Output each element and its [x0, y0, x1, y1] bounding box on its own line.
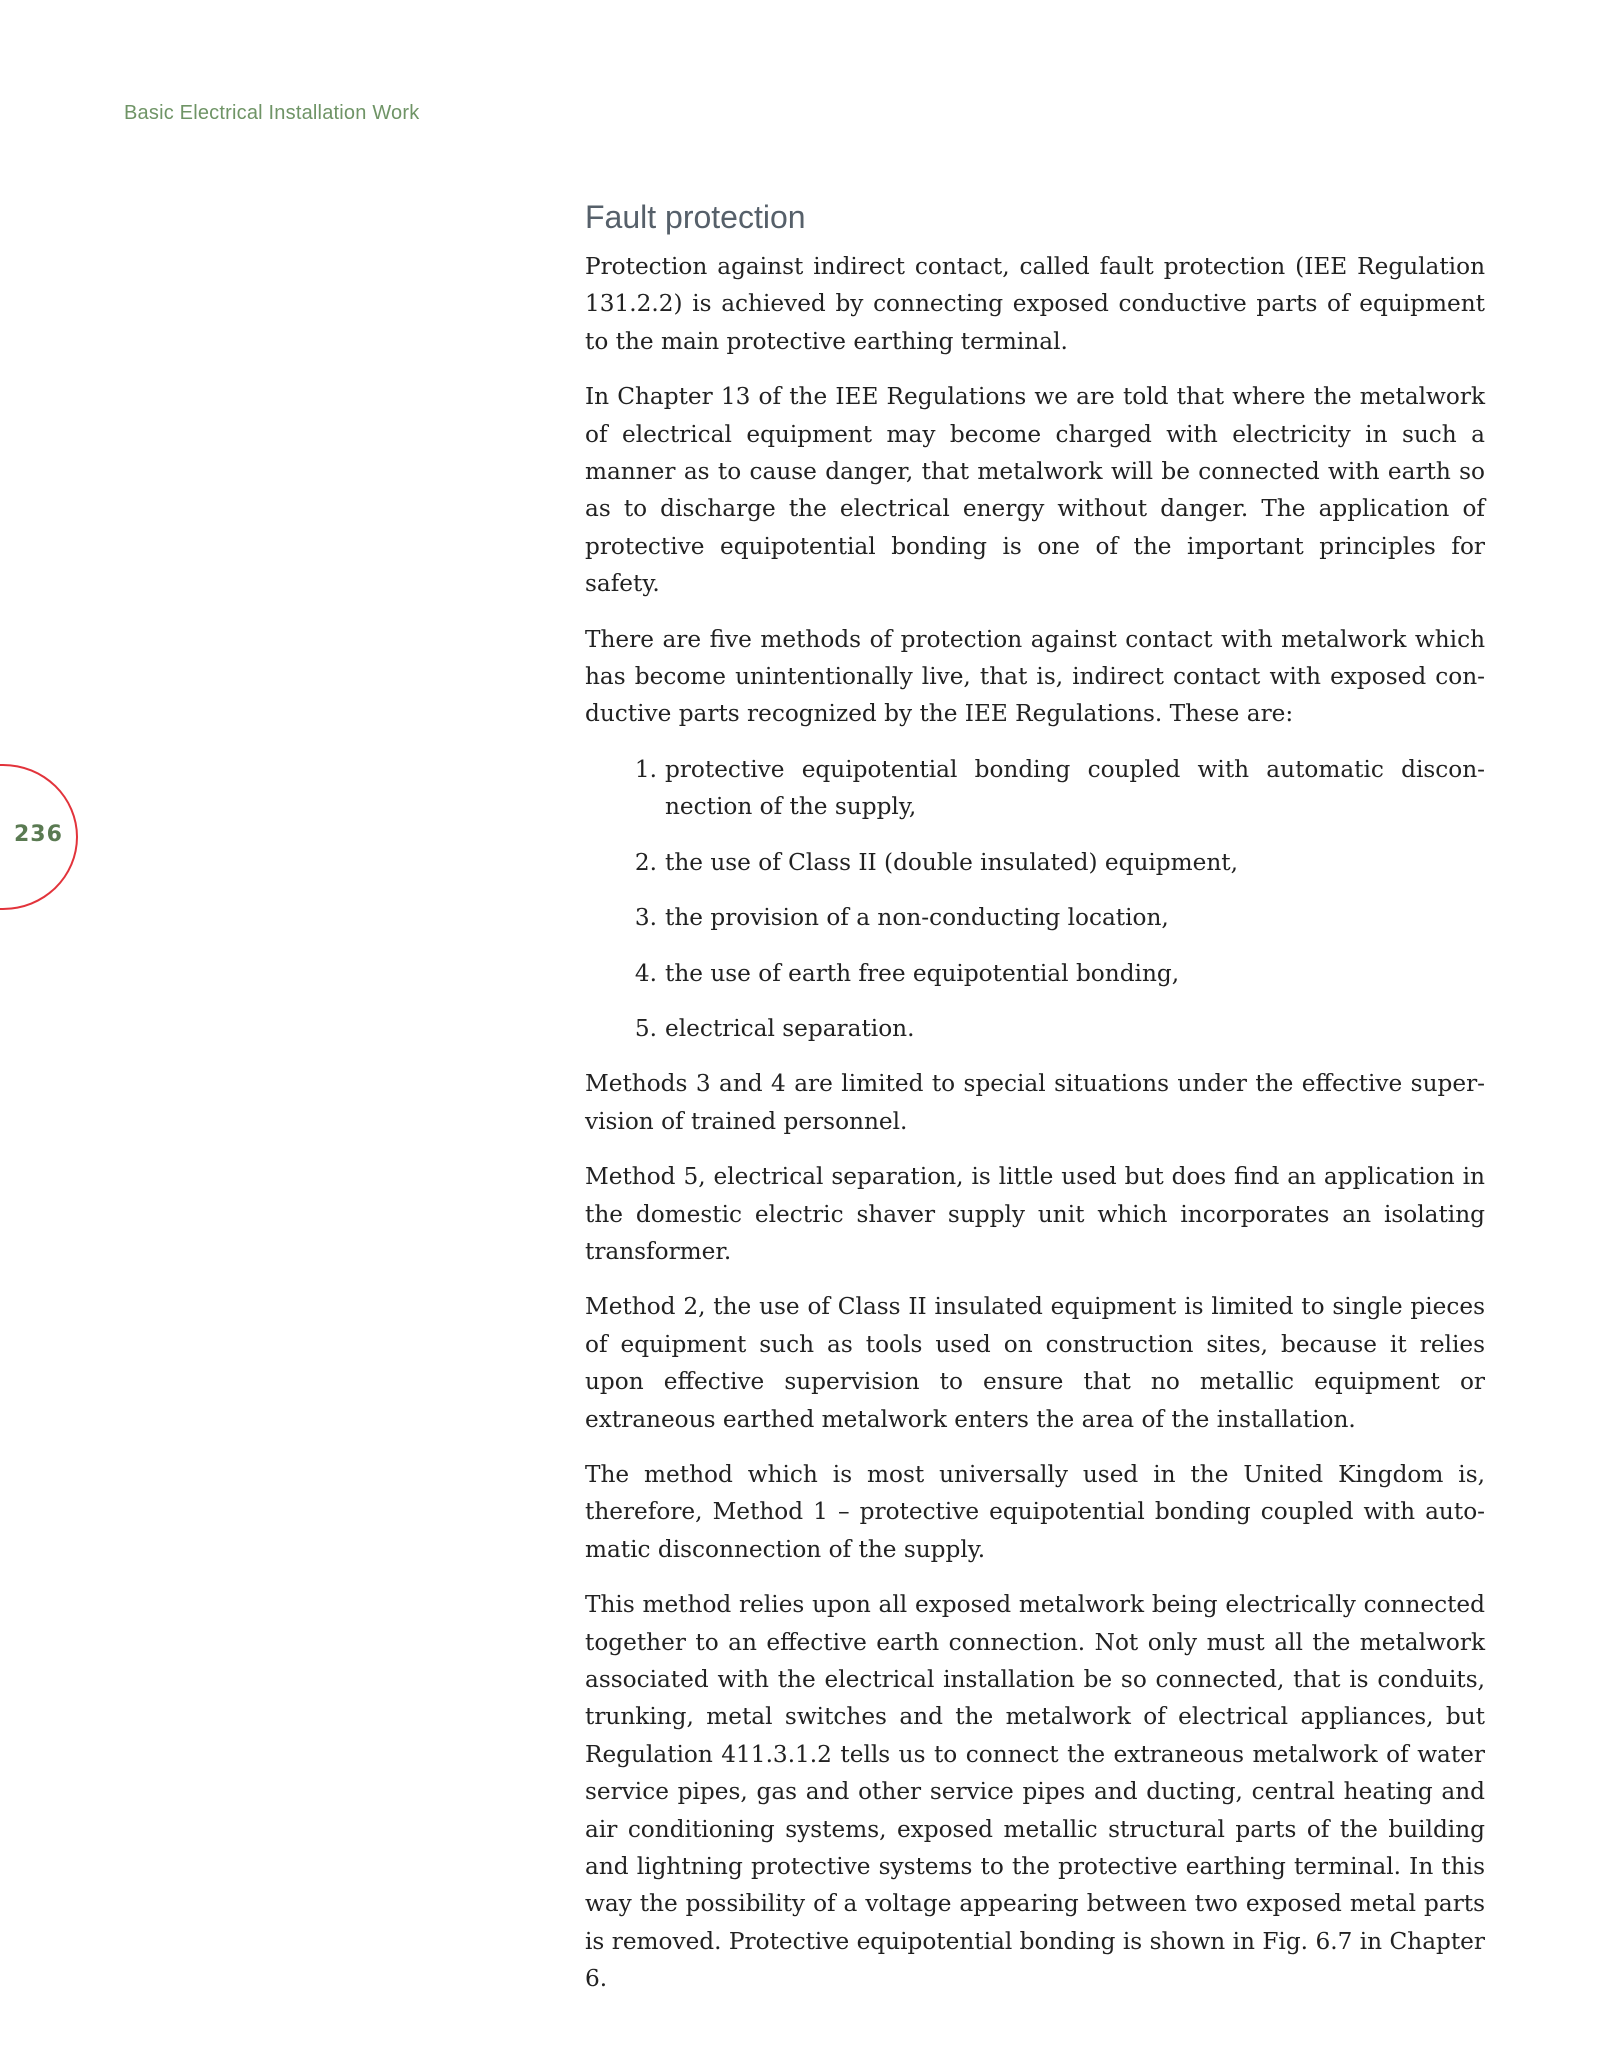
list-item-text: the provision of a non-conducting location,: [665, 904, 1169, 932]
paragraph: Methods 3 and 4 are limited to special situations under the effective supervision of trained personnel.: [585, 1070, 1485, 1135]
list-item-text: the use of Class II (double insulated) equipment,: [665, 848, 1238, 876]
list-item-number: 1.: [634, 755, 657, 783]
page-number: 236: [14, 822, 63, 847]
list-item-number: 5.: [634, 1014, 657, 1042]
paragraph: In Chapter 13 of the IEE Regulations we are told that where the metalwork of electrical equipment may become charged with electricity in such a manner as to cause danger, that metalwork will be connected with earth so as to discharge the electrical energy without danger. The application of protective equipotential bonding is one of the important principles for safety.: [585, 383, 1485, 598]
list-item: [585, 1010, 1485, 1047]
section-heading: Fault protection: [585, 199, 806, 235]
running-head: Basic Electrical Installation Work: [124, 102, 420, 124]
list-item-number: 2.: [634, 848, 657, 876]
list-item-text: the use of earth free equipotential bonding,: [665, 959, 1180, 987]
list-item-text: electrical separation.: [665, 1014, 915, 1042]
main-content: [585, 196, 1485, 2016]
list-item-number: 4.: [634, 959, 657, 987]
paragraph: Protection against indirect contact, called fault protection (IEE Regulation 131.2.2) is achieved by connecting exposed conductive parts of equipment to the main protective earthing terminal.: [585, 253, 1485, 355]
list-item: [585, 751, 1485, 826]
list-item: [585, 844, 1485, 881]
paragraph: This method relies upon all exposed metalwork being electrically connected together to an effective earth connection. Not only must all the metalwork associated with the electrical installation be so connected, that is conduits, trunking, metal switches and the metalwork of electrical appliances, but Regulation 411.3.1.2 tells us to connect the extraneous metalwork of water service pipes, gas and other service pipes and ducting, central heating and air conditioning systems, exposed metallic structural parts of the building and lightning protective systems to the protective earthing terminal. In this way the possibility of a voltage appearing between two exposed metal parts is removed. Protective equipotential bonding is shown in Fig. 6.7 in Chapter 6.: [585, 1591, 1485, 1993]
paragraph: The method which is most universally used in the United Kingdom is, therefore, Method 1 – protective equipotential bonding coupled with automatic disconnection of the supply.: [585, 1460, 1485, 1563]
paragraph: Method 2, the use of Class II insulated equipment is limited to single pieces of equipment such as tools used on construction sites, because it relies upon effective supervision to ensure that no metallic equipment or extraneous earthed metalwork enters the area of the installation.: [585, 1293, 1485, 1433]
paragraph: Method 5, electrical separation, is little used but does find an application in the domestic electric shaver supply unit which incorporates an isolating transformer.: [585, 1163, 1485, 1265]
list-item: [585, 899, 1485, 936]
list-item: [585, 955, 1485, 992]
methods-list: [585, 751, 1485, 1047]
list-item-text: protective equipotential bonding coupled with automatic disconnection of the supply,: [665, 755, 1485, 821]
list-item-number: 3.: [634, 904, 657, 932]
paragraph: There are five methods of protection against contact with metalwork which has become unintentionally live, that is, indirect contact with exposed conductive parts recognized by the IEE Regulations. These are:: [585, 625, 1485, 728]
